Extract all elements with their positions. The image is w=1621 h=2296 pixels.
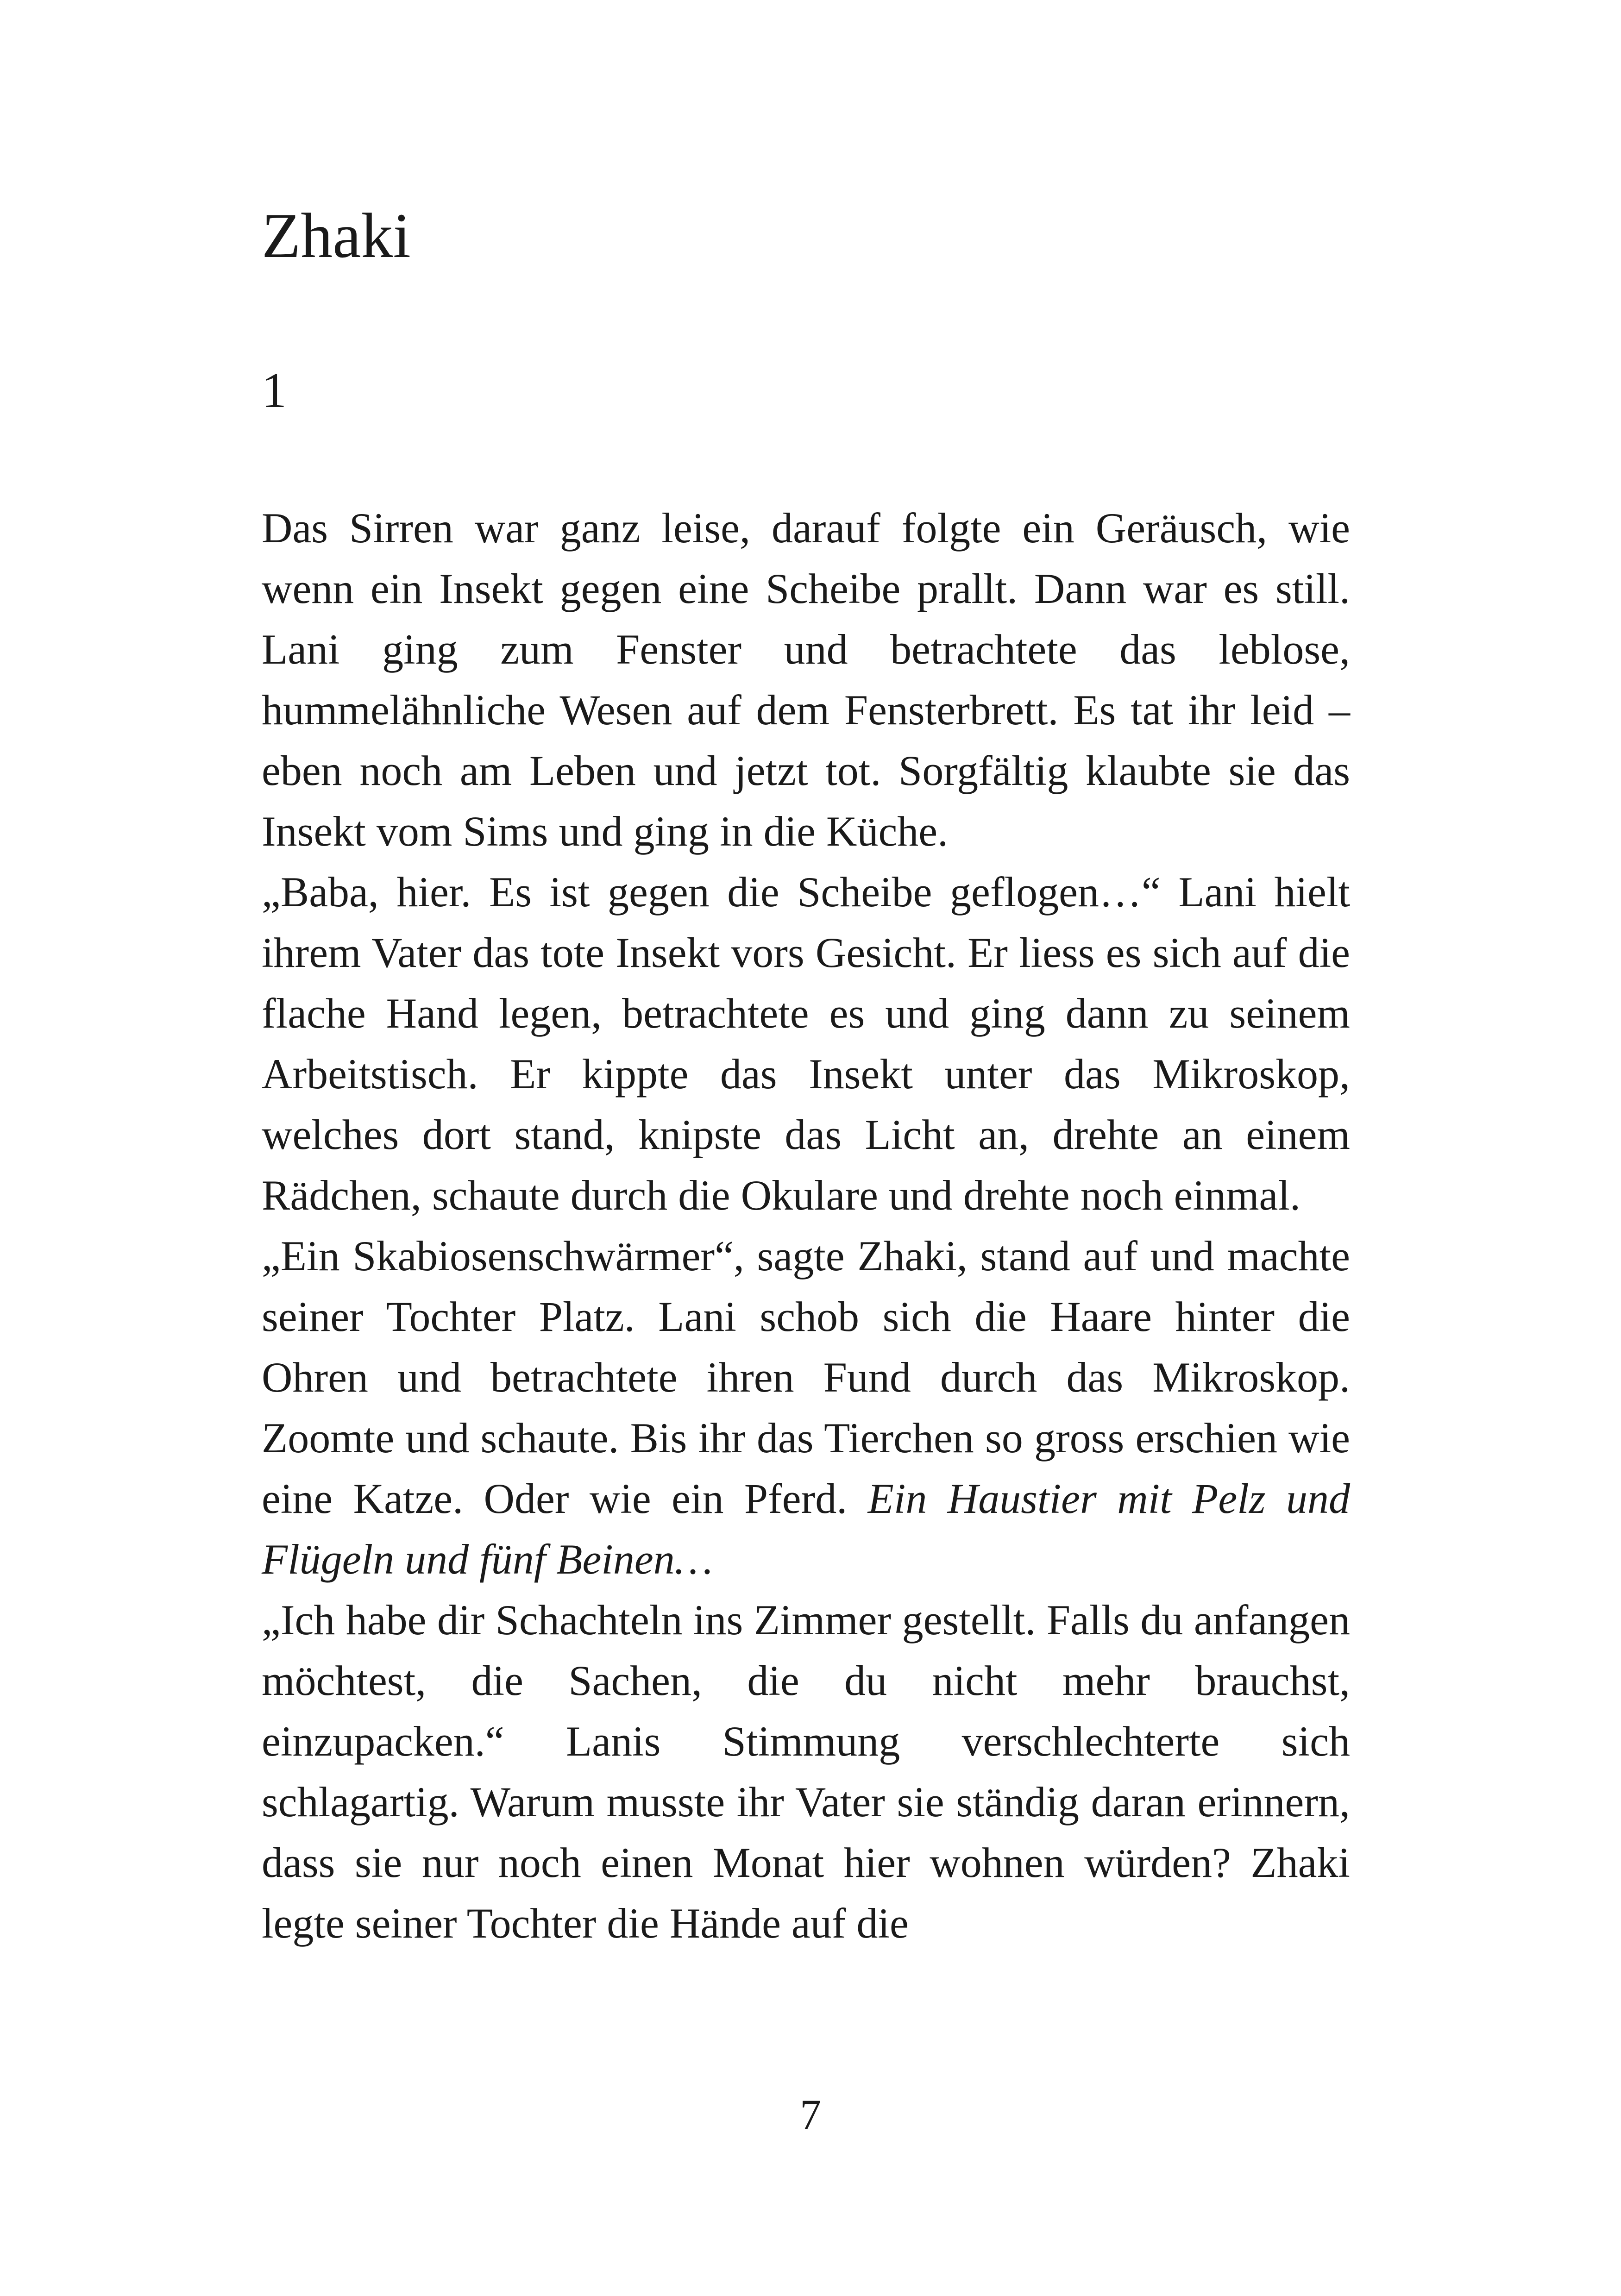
paragraph-4	[262, 1590, 1350, 1954]
paragraph-1	[262, 498, 1350, 862]
chapter-number: 1	[262, 363, 287, 418]
paragraph-3	[262, 1226, 1350, 1590]
paragraph-4-text: „Ich habe dir Schachteln ins Zimmer gestellt. Falls du anfangen möchtest, die Sachen, die du nicht mehr brauchst, einzupacken.“ Lanis Stimmung verschlechterte sich schlagartig. Warum musste ihr Vater sie ständig daran erinnern, dass sie nur noch einen Monat hier wohnen würden? Zhaki legte seiner Tochter die Hände auf die	[262, 1596, 1350, 1947]
page-number: 7	[800, 2091, 821, 2138]
paragraph-1-text: Das Sirren war ganz leise, darauf folgte ein Geräusch, wie wenn ein Insekt gegen eine Scheibe prallt. Dann war es still. Lani ging zum Fenster und betrachtete das leblose, hummelähnliche Wesen auf dem Fensterbrett. Es tat ihr leid – eben noch am Leben und jetzt tot. Sorgfältig klaubte sie das Insekt vom Sims und ging in die Küche.	[262, 504, 1350, 855]
paragraph-3-text: „Ein Skabiosenschwärmer“, sagte Zhaki, stand auf und machte seiner Tochter Platz. Lani schob sich die Haare hinter die Ohren und betrachtete ihren Fund durch das Mikroskop. Zoomte und schaute. Bis ihr das Tierchen so gross erschien wie eine Katze. Oder wie ein Pferd.	[262, 1232, 1350, 1522]
body-text	[262, 498, 1350, 1954]
paragraph-2-text: „Baba, hier. Es ist gegen die Scheibe geflogen…“ Lani hielt ihrem Vater das tote Insekt vors Gesicht. Er liess es sich auf die flache Hand legen, betrachtete es und ging dann zu seinem Arbeitstisch. Er kippte das Insekt unter das Mikroskop, welches dort stand, knipste das Licht an, drehte an einem Rädchen, schaute durch die Okulare und drehte noch einmal.	[262, 868, 1350, 1219]
paragraph-2	[262, 862, 1350, 1226]
paragraph-3-italic-thought: Ein Haustier mit Pelz und Flügeln und fünf Beinen…	[262, 1475, 1350, 1583]
chapter-title: Zhaki	[262, 200, 411, 271]
